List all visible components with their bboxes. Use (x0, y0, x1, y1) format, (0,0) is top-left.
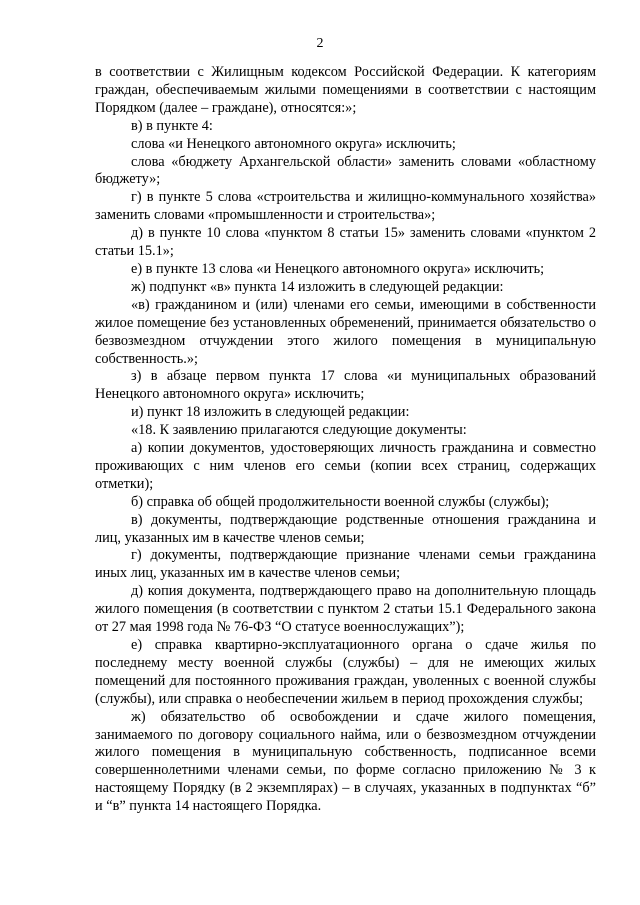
document-list-item: д) копия документа, подтверждающего право на дополнительную площадь жилого помещения (в соответствии с пунктом 2 статьи 15.1 Федерального закона от 27 мая 1998 года № 76-ФЗ “О статусе военнослужащих”); (95, 583, 596, 636)
amendment-item-zh: ж) подпункт «в» пункта 14 изложить в следующей редакции: (131, 278, 504, 295)
amendment-item-v: в) в пункте 4: (131, 117, 213, 134)
amendment-item-g: г) в пункте 5 слова «строительства и жилищно-коммунального хозяйства» заменить словами «промышленности и строительства»; (95, 189, 596, 224)
quoted-clause: «в) гражданином и (или) членами его семьи, имеющими в собственности жилое помещение без установленных обременений, принимается обязательство о безвозмездном отчуждении этого жилого помещения в муниципальную собственность.»; (95, 296, 596, 367)
amendment-subitem: слова «и Ненецкого автономного округа» исключить; (131, 135, 456, 152)
document-list-item: е) справка квартирно-эксплуатационного органа о сдаче жилья по последнему месту военной службы (службы) – для не имеющих жилых помещений для постоянного проживания граждан, уволенных с военной службы (службы), или справка о необеспечении жильем в период прохождения службы; (95, 637, 596, 707)
amendment-subitem: слова «бюджету Архангельской области» заменить словами «областному бюджету»; (95, 153, 596, 188)
document-list-item: б) справка об общей продолжительности военной службы (службы); (131, 493, 550, 510)
amendment-item-z: з) в абзаце первом пункта 17 слова «и муниципальных образований Ненецкого автономного округа» исключить; (95, 368, 596, 403)
paragraph-continuation: в соответствии с Жилищным кодексом Российской Федерации. К категориям граждан, обеспечиваемым жилыми помещениями в соответствии с настоящим Порядком (далее – граждане), относятся:»; (95, 64, 596, 116)
document-list-item: а) копии документов, удостоверяющих личность гражданина и совместно проживающих с ним членов его семьи (копии всех страниц, содержащих отметки); (95, 440, 596, 492)
document-list-item: ж) обязательство об освобождении и сдаче жилого помещения, занимаемого по договору социального найма, или о безвозмездном отчуждении жилого помещения в муниципальную собственность, подписанное всеми совершеннолетними членами семьи, по форме согласно приложению № 3 к настоящему Порядку (в 2 экземплярах) – в случаях, указанных в подпунктах “б” и “в” пункта 14 настоящего Порядка. (95, 708, 596, 815)
amendment-item-d: д) в пункте 10 слова «пунктом 8 статьи 15» заменить словами «пунктом 2 статьи 15.1»; (95, 225, 596, 260)
amendment-item-e: е) в пункте 13 слова «и Ненецкого автономного округа» исключить; (131, 260, 545, 277)
page-number: 2 (316, 36, 324, 51)
document-body (95, 64, 596, 816)
quoted-clause-heading: «18. К заявлению прилагаются следующие документы: (131, 422, 467, 439)
document-list-item: г) документы, подтверждающие признание членами семьи гражданина иных лиц, указанных им в качестве членов семьи; (95, 547, 596, 582)
amendment-item-i: и) пункт 18 изложить в следующей редакции: (131, 404, 410, 421)
document-list-item: в) документы, подтверждающие родственные отношения гражданина и лиц, указанных им в качестве членов семьи; (95, 511, 596, 546)
